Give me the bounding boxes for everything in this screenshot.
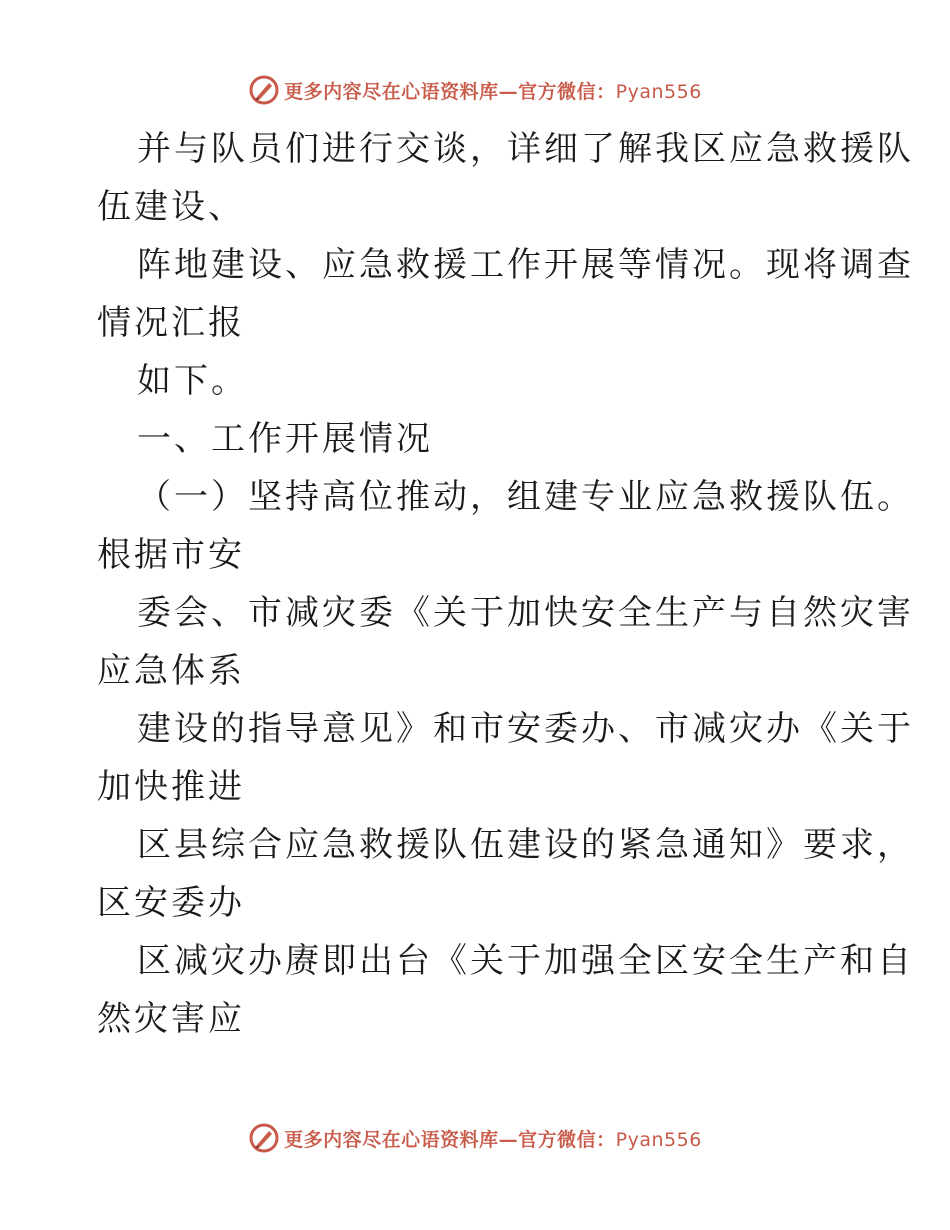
body-line: 然灾害应 (97, 999, 245, 1039)
body-line: 情况汇报 (97, 303, 245, 343)
body-line: 根据市安 (97, 535, 245, 575)
body-line: 委会、市减灾委《关于加快安全生产与自然灾害 (137, 593, 914, 633)
body-line: 并与队员们进行交谈，详细了解我区应急救援队 (137, 129, 914, 169)
section-heading: 一、工作开展情况 (137, 419, 433, 459)
document-body (97, 120, 914, 1048)
pen-logo-icon (248, 1122, 280, 1154)
body-line: 如下。 (137, 361, 248, 401)
body-line: 应急体系 (97, 651, 245, 691)
footer-banner-cn: 更多内容尽在心语资料库—官方微信： (284, 1128, 616, 1151)
body-line: （一）坚持高位推动，组建专业应急救援队伍。 (137, 477, 914, 517)
footer-banner-id: Pyan556 (615, 1128, 702, 1151)
header-banner (0, 70, 950, 110)
footer-banner (0, 1118, 950, 1158)
header-banner-cn: 更多内容尽在心语资料库—官方微信： (284, 80, 616, 103)
footer-banner-text (284, 1125, 702, 1152)
body-line: 加快推进 (97, 767, 245, 807)
body-line: 伍建设、 (97, 187, 245, 227)
body-line: 建设的指导意见》和市安委办、市减灾办《关于 (137, 709, 914, 749)
body-line: 区县综合应急救援队伍建设的紧急通知》要求， (137, 825, 914, 865)
pen-logo-icon (248, 74, 280, 106)
body-line: 区减灾办赓即出台《关于加强全区安全生产和自 (137, 941, 914, 981)
header-banner-id: Pyan556 (615, 80, 702, 103)
body-line: 阵地建设、应急救援工作开展等情况。现将调查 (137, 245, 914, 285)
header-banner-text (284, 77, 702, 104)
body-line: 区安委办 (97, 883, 245, 923)
